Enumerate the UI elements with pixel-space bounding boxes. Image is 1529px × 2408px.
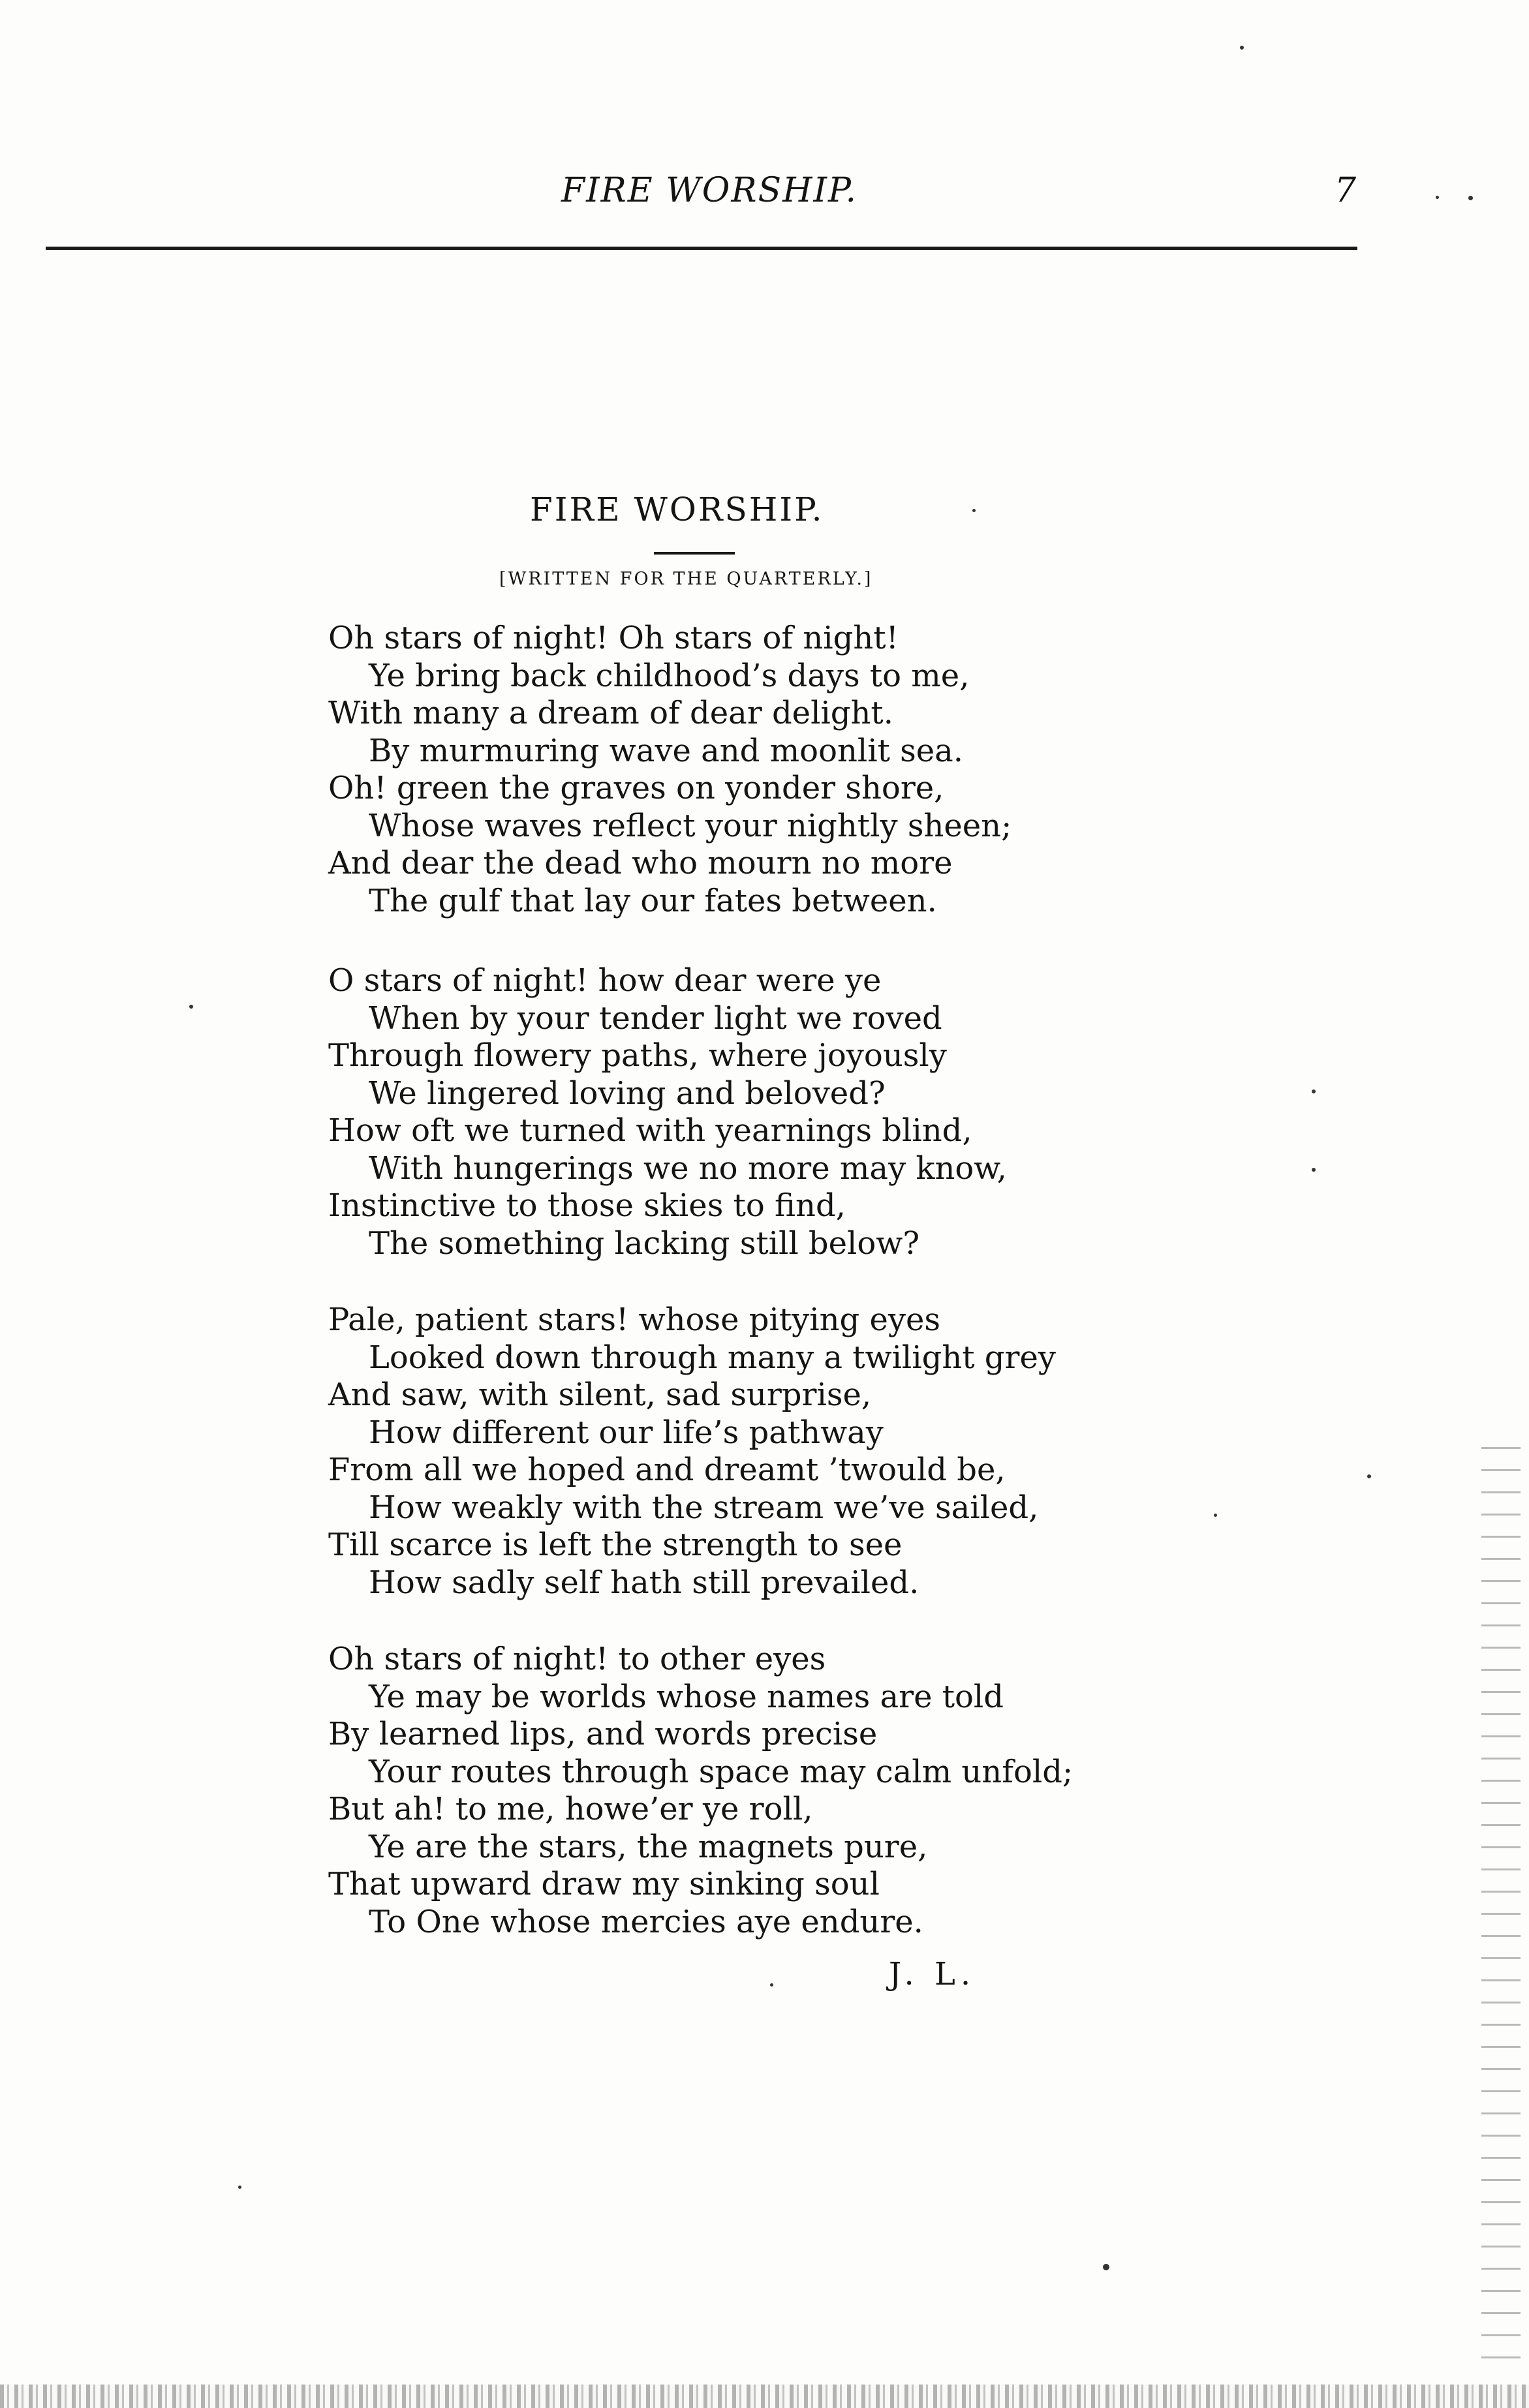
poem-line: Pale, patient stars! whose pitying eyes <box>328 1302 941 1338</box>
page-number: 7 <box>1335 171 1357 210</box>
poem-subtitle: [WRITTEN FOR THE QUARTERLY.] <box>499 569 873 589</box>
poem-signature: J. L. <box>889 1956 976 1992</box>
poem-line: By learned lips, and words precise <box>328 1716 878 1752</box>
poem-line: Till scarce is left the strength to see <box>328 1527 903 1563</box>
poem-line: How weakly with the stream we’ve sailed, <box>369 1489 1039 1526</box>
poem-line: Ye are the stars, the magnets pure, <box>369 1828 928 1865</box>
stanza-2 <box>328 962 1007 1262</box>
poem-line: How oft we turned with yearnings blind, <box>328 1112 972 1149</box>
poem-line: When by your tender light we roved <box>369 999 942 1037</box>
poem-line: And saw, with silent, sad surprise, <box>328 1377 872 1413</box>
scan-speck <box>189 1005 193 1009</box>
poem-line: With many a dream of dear delight. <box>328 695 893 731</box>
poem-line: To One whose mercies aye endure. <box>369 1903 923 1940</box>
stanza-4 <box>328 1641 1073 1941</box>
poem-line: But ah! to me, howe’er ye roll, <box>328 1791 813 1827</box>
poem-line: And dear the dead who mourn no more <box>328 845 953 881</box>
poem-line: With hungerings we no more may know, <box>369 1150 1007 1187</box>
poem-line: We lingered loving and beloved? <box>369 1074 886 1112</box>
stanza-3 <box>328 1302 1056 1602</box>
poem-line: From all we hoped and dreamt ’twould be, <box>328 1452 1006 1488</box>
poem-line: The gulf that lay our fates between. <box>369 882 937 919</box>
poem-line: Ye may be worlds whose names are told <box>369 1678 1004 1715</box>
poem-line: Instinctive to those skies to find, <box>328 1187 846 1224</box>
scan-speck <box>1436 196 1439 199</box>
scan-speck <box>1312 1090 1316 1093</box>
poem-line: Looked down through many a twilight grey <box>369 1339 1056 1376</box>
poem-line: Oh! green the graves on yonder shore, <box>328 770 944 806</box>
title-rule <box>654 552 735 555</box>
scan-speck <box>1214 1514 1217 1517</box>
poem-line: The something lacking still below? <box>369 1225 920 1262</box>
poem-line: Ye bring back childhood’s days to me, <box>369 657 970 694</box>
poem-line: That upward draw my sinking soul <box>328 1866 880 1902</box>
poem-line: Your routes through space may calm unfold; <box>369 1753 1073 1790</box>
poem-line: Oh stars of night! Oh stars of night! <box>328 620 899 656</box>
stanza-1 <box>328 620 1012 920</box>
scan-edge-noise <box>1481 1435 1521 2375</box>
scan-speck <box>1240 46 1244 50</box>
poem-line: Oh stars of night! to other eyes <box>328 1641 826 1677</box>
poem-line: By murmuring wave and moonlit sea. <box>369 732 964 769</box>
scan-speck <box>1468 196 1473 200</box>
poem-line: Through flowery paths, where joyously <box>328 1037 947 1074</box>
scan-speck <box>238 2186 241 2189</box>
scan-speck <box>1312 1168 1316 1172</box>
scan-speck <box>1103 2264 1109 2270</box>
poem-title: FIRE WORSHIP. <box>530 491 824 528</box>
poem-line: O stars of night! how dear were ye <box>328 962 882 999</box>
poem-line: Whose waves reflect your nightly sheen; <box>369 807 1012 844</box>
header-rule <box>46 247 1357 250</box>
scan-speck <box>770 1983 773 1987</box>
running-head-title: FIRE WORSHIP. <box>561 171 857 210</box>
scan-bottom-edge <box>0 2385 1529 2408</box>
scan-speck <box>972 509 976 512</box>
poem-line: How sadly self hath still prevailed. <box>369 1564 919 1601</box>
poem-line: How different our life’s pathway <box>369 1414 884 1451</box>
scan-speck <box>1367 1474 1371 1478</box>
